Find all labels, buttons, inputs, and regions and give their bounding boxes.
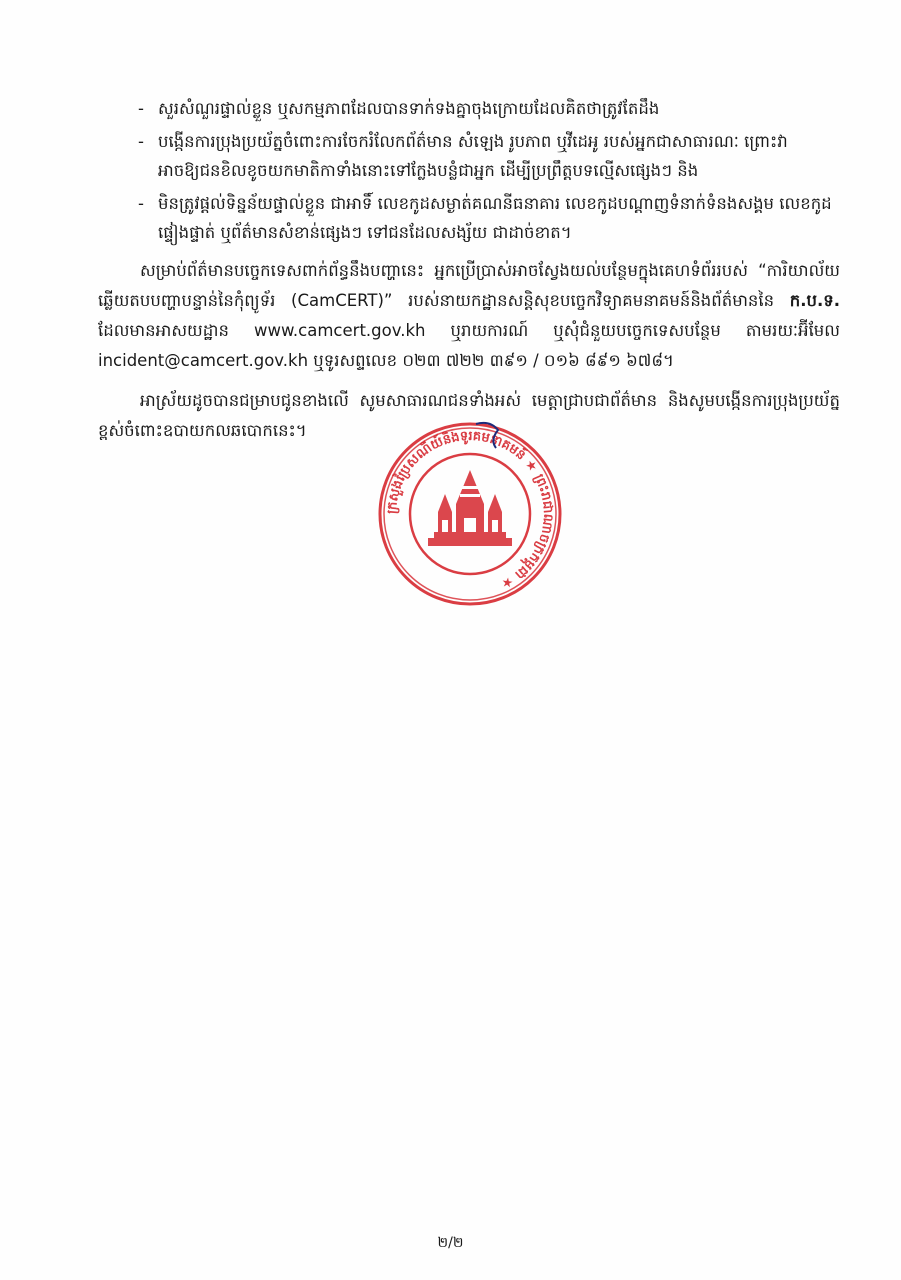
bullet-text: មិនត្រូវផ្ដល់ទិន្នន័យផ្ទាល់ខ្លួន ជាអាទិ៍ លេខកូដសម្ងាត់គណនីធនាគារ លេខកូដបណ្ដាញទំនាក់ទំនងសង្គម លេខកូដផ្ទៀងផ្ទាត់ ឬព័ត៌មានសំខាន់ផ្សេងៗ ទៅជនដែលសង្ស័យ ជាដាច់ខាត។ [158,194,832,242]
temple-icon [428,470,512,546]
org-abbreviation: ក.ប.ទ. [789,291,841,310]
technical-info-paragraph [98,256,840,376]
bullet-list [138,94,838,251]
bullet-text: បង្កើនការប្រុងប្រយ័ត្នចំពោះការចែករំលែកព័ត៌មាន សំឡេង រូបភាព ឬវីដេអូ របស់អ្នកជាសាធារណៈ ព្រោះវាអាចឱ្យជនខិលខូចយកមាតិកាទាំងនោះទៅក្លែងបន្លំជាអ្នក ដើម្បីប្រព្រឹត្តបទល្មើសផ្សេងៗ និង [158,132,788,180]
paragraph-text: ដែលមានអាសយដ្ឋាន www.camcert.gov.kh ឬរាយការណ៍ ឬសុំជំនួយបច្ចេកទេសបន្ថែម តាមរយៈអ៊ីមែល incident@camcert.gov.kh ឬទូរសព្ទលេខ ០២៣ ៧២២ ៣៩១ / ០១៦ ៨៩១ ៦៧៨។ [98,321,840,370]
list-item [138,94,838,123]
official-seal-icon [376,420,564,608]
page-number: ២/២ [437,1235,464,1251]
list-item [138,127,838,185]
bullet-dash: - [138,99,144,118]
paragraph-text: សម្រាប់ព័ត៌មានបច្ចេកទេសពាក់ព័ន្ធនឹងបញ្ហានេះ អ្នកប្រើប្រាស់អាចស្វែងយល់បន្ថែមក្នុងគេហទំព័ររបស់ “ការិយាល័យឆ្លើយតបបញ្ហាបន្ទាន់នៃកុំព្យូទ័រ (CamCERT)” របស់នាយកដ្ឋានសន្តិសុខបច្ចេកវិទ្យាគមនាគមន៍និងព័ត៌មាននៃ [98,261,840,310]
list-item [138,189,838,247]
bullet-dash: - [138,132,144,151]
seal-text: ក្រសួងប្រៃសណីយ៍និងទូរគមនាគមន៍ ★ ព្រះរាជាណាចក្រកម្ពុជា ★ [384,428,556,592]
bullet-text: សួរសំណួរផ្ទាល់ខ្លួន ឬសកម្មភាពដែលបានទាក់ទងគ្នាចុងក្រោយដែលគិតថាត្រូវតែដឹង [158,99,660,118]
bullet-dash: - [138,194,144,213]
paragraph-text: អាស្រ័យដូចបានជម្រាបជូនខាងលើ សូមសាធារណជនទាំងអស់ មេត្តាជ្រាបជាព័ត៌មាន និងសូមបង្កើនការប្រុងប្រយ័ត្នខ្ពស់ចំពោះឧបាយកលឆបោកនេះ។ [98,391,840,440]
